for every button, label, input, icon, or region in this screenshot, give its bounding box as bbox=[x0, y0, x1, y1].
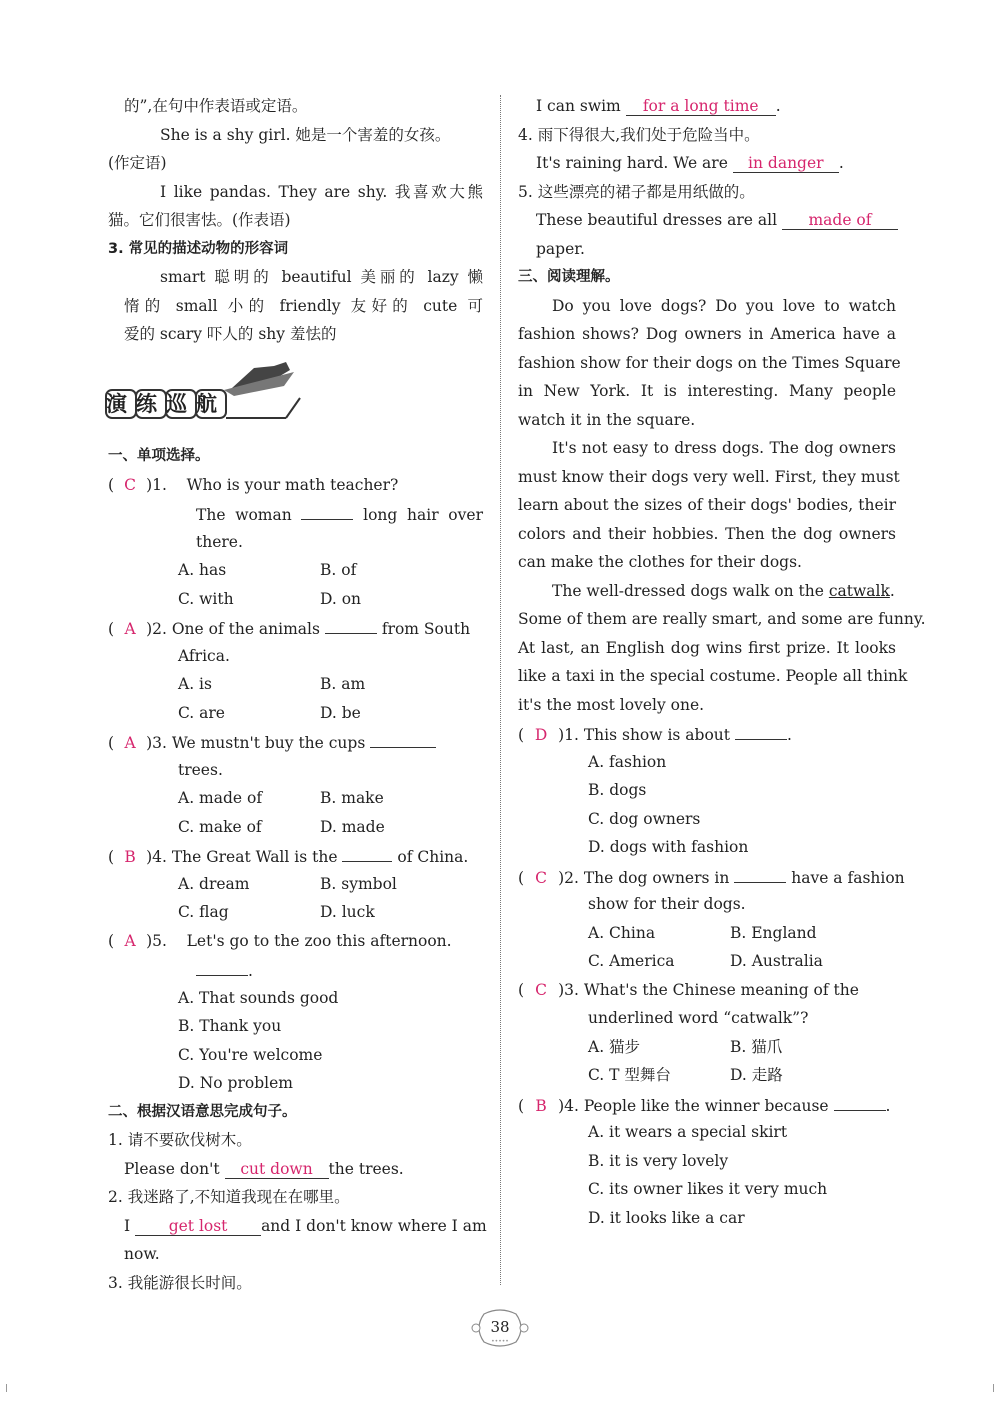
adjective-list: 爱的 scary 吓人的 shy 羞怯的 bbox=[124, 325, 337, 343]
intro-line: 的”,在句中作表语或定语。 bbox=[124, 97, 308, 115]
answer-blank bbox=[342, 841, 392, 862]
svg-text:•••••: ••••• bbox=[491, 1338, 509, 1345]
chinese-prompt: 2. 我迷路了,不知道我现在在哪里。 bbox=[108, 1188, 350, 1206]
left-column bbox=[108, 92, 483, 349]
section-heading: 三、阅读理解。 bbox=[518, 269, 620, 285]
answer-letter: A bbox=[124, 931, 136, 950]
option-row: A. is B. am bbox=[178, 675, 366, 693]
answer-letter: A bbox=[124, 620, 136, 638]
answer-blank: in danger bbox=[733, 152, 839, 173]
underlined-word: catwalk bbox=[828, 581, 890, 600]
answer-blank bbox=[196, 955, 248, 976]
option-row: A. dream B. symbol bbox=[178, 874, 397, 893]
question-4: ( B )4. The Great Wall is the of China. bbox=[108, 841, 483, 870]
chinese-prompt: 1. 请不要砍伐树木。 bbox=[108, 1131, 252, 1149]
answer-blank bbox=[370, 727, 436, 748]
answer-blank bbox=[734, 862, 786, 883]
answer-blank: for a long time bbox=[626, 95, 776, 116]
answer-letter: B bbox=[124, 848, 136, 866]
fill-sentence: It's raining hard. We are in danger . bbox=[536, 154, 844, 172]
section-heading: 3. 常见的描述动物的形容词 bbox=[108, 240, 289, 257]
chinese-prompt: 3. 我能游很长时间。 bbox=[108, 1273, 252, 1292]
option-row: C. with D. on bbox=[178, 589, 362, 608]
question-line: there. bbox=[196, 532, 243, 551]
option-row: A. made of B. make bbox=[178, 789, 384, 807]
reading-question-1: ( D )1. This show is about . bbox=[518, 719, 896, 748]
answer-blank: get lost bbox=[135, 1215, 261, 1236]
section-heading: 一、单项选择。 bbox=[108, 448, 210, 464]
option: B. Thank you bbox=[178, 1017, 282, 1035]
answer-letter: C bbox=[535, 980, 547, 999]
chinese-prompt: 4. 雨下得很大,我们处于危险当中。 bbox=[518, 125, 760, 144]
answer-blank: cut down bbox=[225, 1158, 329, 1179]
chinese-prompt: 5. 这些漂亮的裙子都是用纸做的。 bbox=[518, 182, 755, 201]
option: A. That sounds good bbox=[178, 988, 339, 1007]
question-line: show for their dogs. bbox=[588, 895, 746, 913]
answer-blank: made of bbox=[782, 209, 898, 230]
answer-blank bbox=[834, 1090, 886, 1111]
answer-letter: B bbox=[535, 1096, 547, 1115]
option-row: A. 猫步 B. 猫爪 bbox=[588, 1037, 783, 1056]
option-row: A. has B. of bbox=[178, 561, 357, 579]
example-sentence: I like pandas. They are shy. 我喜欢大熊 bbox=[160, 182, 483, 201]
reading-question-2: ( C )2. The dog owners in have a fashion bbox=[518, 862, 896, 891]
question-line: trees. bbox=[178, 760, 223, 779]
option: C. dog owners bbox=[588, 809, 701, 828]
answer-letter: C bbox=[124, 475, 136, 494]
option: D. dogs with fashion bbox=[588, 838, 749, 856]
crop-mark bbox=[6, 1384, 7, 1392]
option: A. fashion bbox=[588, 752, 667, 771]
answer-letter: A bbox=[124, 734, 136, 752]
reading-question-4: ( B )4. People like the winner because . bbox=[518, 1090, 896, 1119]
adjective-list: 惰的 small 小的 friendly 友好的 cute 可 bbox=[124, 296, 483, 315]
option-row: C. T 型舞台 D. 走路 bbox=[588, 1066, 783, 1084]
question-5: ( A )5. Let's go to the zoo this afternoon. bbox=[108, 927, 483, 956]
option: A. it wears a special skirt bbox=[588, 1123, 788, 1141]
option-row: C. are D. be bbox=[178, 703, 361, 722]
answer-blank bbox=[325, 613, 377, 634]
option: B. dogs bbox=[588, 781, 647, 799]
multiple-choice-section bbox=[108, 442, 487, 1297]
section-heading: 二、根据汉语意思完成句子。 bbox=[108, 1103, 297, 1120]
page-number: 38 bbox=[490, 1318, 510, 1336]
fill-sentence: now. bbox=[124, 1245, 160, 1263]
answer-letter: C bbox=[535, 868, 547, 887]
answer-blank bbox=[735, 719, 787, 740]
option: C. its owner likes it very much bbox=[588, 1180, 828, 1198]
column-divider bbox=[500, 95, 501, 1285]
adjective-list: smart 聪明的 beautiful 美丽的 lazy 懒 bbox=[160, 268, 483, 286]
option-row: C. make of D. made bbox=[178, 817, 385, 836]
fill-sentence: paper. bbox=[536, 239, 585, 258]
answer-blank bbox=[301, 499, 353, 520]
chevron-right-icon bbox=[520, 1324, 528, 1332]
question-line: Africa. bbox=[178, 646, 230, 665]
reading-question-3: ( C )3. What's the Chinese meaning of the bbox=[518, 976, 896, 1005]
right-column bbox=[518, 92, 926, 1232]
option: D. it looks like a car bbox=[588, 1208, 745, 1227]
fill-sentence: I can swim for a long time . bbox=[536, 97, 781, 115]
question-line: The woman long hair over bbox=[108, 499, 483, 528]
section-banner bbox=[104, 360, 304, 422]
option: C. You're welcome bbox=[178, 1045, 323, 1064]
banner-title: 演练巡航 bbox=[106, 392, 226, 416]
option-row: C. America D. Australia bbox=[588, 952, 823, 970]
question-line: underlined word “catwalk”? bbox=[588, 1009, 809, 1027]
fill-sentence: These beautiful dresses are all made of bbox=[518, 206, 896, 235]
example-sentence: 猫。它们很害怯。(作表语) bbox=[108, 211, 291, 229]
page-number-badge bbox=[470, 1308, 530, 1348]
question-2: ( A )2. One of the animals from South bbox=[108, 613, 483, 642]
answer-letter: D bbox=[534, 726, 548, 744]
option-row: A. China B. England bbox=[588, 923, 817, 942]
chevron-left-icon bbox=[472, 1324, 480, 1332]
reading-paragraph-2: It's not easy to dress dogs. The dog owners must know their dogs very well. First, they must learn about the sizes of their dogs' bodies, their colors and their hobbies. Then the dog owners can make the clothes for their dogs. bbox=[518, 439, 900, 571]
option: B. it is very lovely bbox=[588, 1151, 729, 1170]
reading-paragraph-1: Do you love dogs? Do you love to watch fashion shows? Dog owners in America have a fashion show for their dogs on the Times Square in New York. It is interesting. Many people watch it in the square. bbox=[518, 296, 901, 429]
example-tag: (作定语) bbox=[108, 154, 167, 172]
fill-sentence: I get lost and I don't know where I am bbox=[124, 1216, 487, 1235]
option: D. No problem bbox=[178, 1074, 293, 1092]
option-row: C. flag D. luck bbox=[178, 903, 375, 921]
fill-sentence: Please don't cut down the trees. bbox=[124, 1159, 404, 1178]
example-sentence: She is a shy girl. 她是一个害羞的女孩。 bbox=[160, 125, 451, 144]
reading-paragraph-3: The well-dressed dogs walk on the catwalk. Some of them are really smart, and some are funny. At last, an English dog wins first prize. It looks like a taxi in the special costume. People all think it's the most lovely one. bbox=[518, 581, 926, 714]
question-line: . bbox=[108, 955, 483, 984]
crop-mark bbox=[993, 1384, 994, 1392]
question-3: ( A )3. We mustn't buy the cups bbox=[108, 727, 483, 756]
question-1: ( C )1. Who is your math teacher? bbox=[108, 471, 483, 500]
